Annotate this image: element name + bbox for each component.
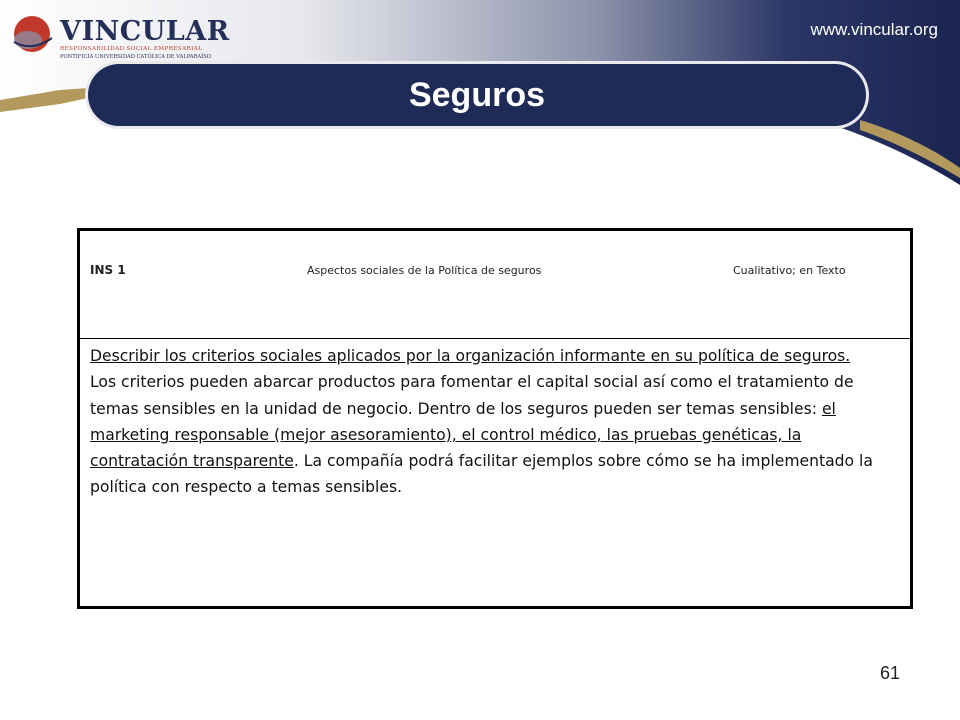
indicator-code: INS 1	[90, 263, 126, 277]
description-question: Describir los criterios sociales aplicados por la organización informante en su política de seguros.	[90, 347, 851, 365]
logo-name: VINCULAR	[60, 16, 230, 47]
logo-globe-icon	[8, 8, 58, 64]
indicator-aspect: Aspectos sociales de la Política de seguros	[307, 264, 542, 277]
vincular-logo[interactable]	[8, 8, 230, 64]
indicator-table	[77, 228, 913, 609]
page-title: Seguros	[408, 76, 546, 114]
description-body-intro: Los criterios pueden abarcar productos para fomentar el capital social así como el tratamiento de temas sensibles en la unidad de negocio. Dentro de los seguros pueden ser temas sensibles:	[90, 373, 854, 418]
logo-institution: PONTIFICIA UNIVERSIDAD CATÓLICA DE VALPARAÍSO	[60, 54, 212, 60]
logo-tagline: RESPONSABILIDAD SOCIAL EMPRESARIAL	[60, 46, 203, 52]
title-banner	[88, 64, 866, 126]
indicator-description	[90, 343, 890, 501]
indicator-type: Cualitativo; en Texto	[733, 264, 846, 277]
description-body	[90, 369, 890, 500]
page-number: 61	[879, 663, 900, 683]
indicator-header-row	[80, 231, 910, 339]
description-sensitive-topics: el marketing responsable (mejor asesoramiento), el control médico, las pruebas genéticas, la contratación transparente	[90, 399, 836, 471]
description-body-end: . La compañía podrá facilitar ejemplos sobre cómo se ha implementado la política con respecto a temas sensibles.	[90, 452, 873, 497]
site-url-link[interactable]: www.vincular.org	[810, 20, 938, 39]
